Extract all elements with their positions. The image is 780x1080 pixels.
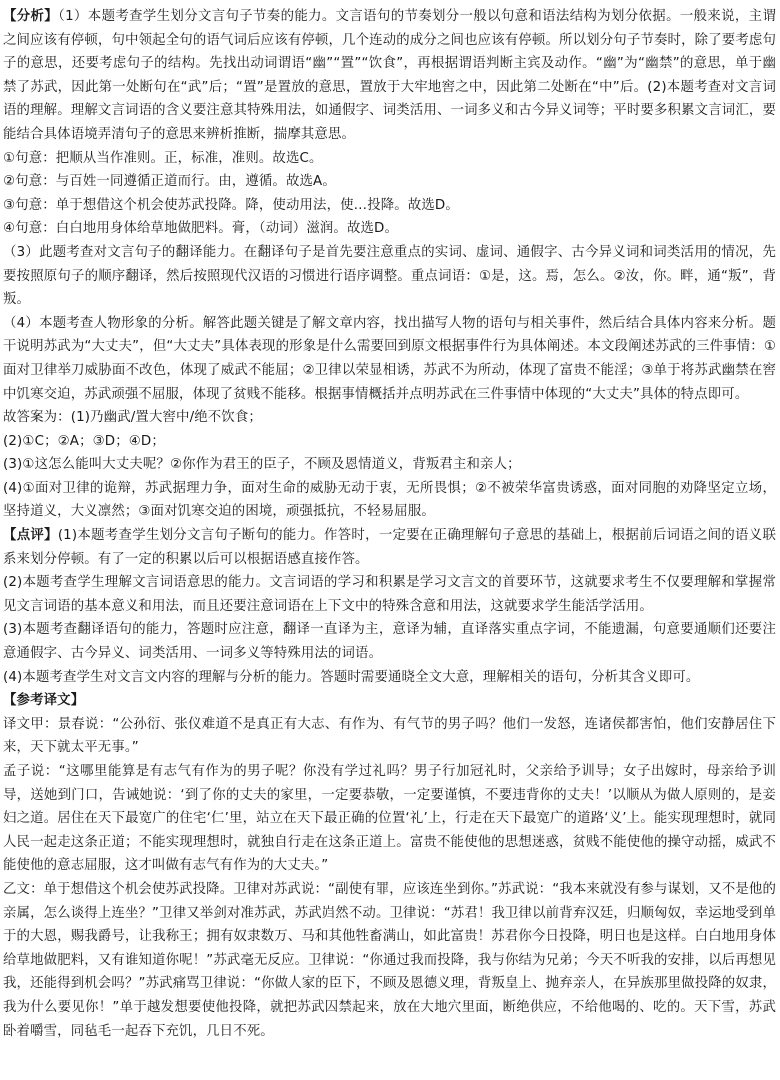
comment-paragraph-4: (4)本题考查学生对文言文内容的理解与分析的能力。答题时需要通晓全文大意，理解相关的语句，分析其含义即可。 <box>3 669 700 685</box>
analysis-q2-item-3: ③句意：单于想借这个机会使苏武投降。降，使动用法，使…投降。故选D。 <box>3 197 459 213</box>
comment-paragraph-3: (3)本题考查翻译语句的能力，答题时应注意，翻译一直译为主，意译为辅，直译落实重点字词，不能遗漏，句意要通顺们还要注意通假字、古今异义、词类活用、一词多义等特殊用法的词语。 <box>3 622 776 662</box>
answer-4: (4)①面对卫律的诡辩，苏武据理力争，面对生命的威胁无动于衷，无所畏惧；②不被荣华富贵诱惑，面对同胞的劝降坚定立场，坚持道义，大义凛然；③面对饥寒交迫的困境，顽强抵抗，不轻易屈服。 <box>3 480 776 520</box>
comment-paragraph-1 <box>3 524 776 571</box>
answer-3: (3)①这怎么能叫大丈夫呢？②你作为君王的臣子，不顾及恩情道义，背叛君主和亲人； <box>3 457 521 473</box>
comment-label: 【点评】 <box>3 528 58 544</box>
analysis-paragraph-4: （4）本题考查人物形象的分析。解答此题关键是了解文章内容，找出描写人物的语句与相关事件，然后结合具体内容来分析。题干说明苏武为“大丈夫”，但“大丈夫”具体表现的形象是什么需要回到原文根据事件行为具体阐述。本文段阐述苏武的三件事情：①面对卫律举刀威胁面不改色，体现了威武不能屈；②卫律以荣显相诱，苏武不为所动，体现了富贵不能淫；③单于将苏武幽禁在窖中饥寒交迫，苏武顽强不屈服，体现了贫贱不能移。根据事情概括并点明苏武在三件事情中体现的“大丈夫”具体的特点即可。 <box>3 315 776 402</box>
analysis-paragraph-3: （3）此题考查对文言句子的翻译能力。在翻译句子是首先要注意重点的实词、虚词、通假字、古今异义词和词类活用的情况，先要按照原句子的顺序翻译，然后按照现代汉语的习惯进行语序调整。重点词语：①是，这。焉，怎么。②汝，你。畔，通“叛”，背叛。 <box>3 244 776 308</box>
answer-2: (2)①C；②A；③D；④D； <box>3 433 165 449</box>
answer-intro: 故答案为：(1)乃幽武/置大窖中/绝不饮食； <box>3 410 262 426</box>
analysis-q2-item-2: ②句意：与百姓一同遵循正道而行。由，遵循。故选A。 <box>3 174 336 190</box>
analysis-paragraph-1 <box>3 5 776 147</box>
comment-text-1: (1)本题考查学生划分文言句子断句的能力。作答时，一定要在正确理解句子意思的基础上，根据前后词语之间的语义联系来划分停顿。有了一定的积累以后可以根据语感直接作答。 <box>3 528 776 567</box>
translation-paragraph-3: 乙文：单于想借这个机会使苏武投降。卫律对苏武说：“副使有罪，应该连坐到你。”苏武说：“我本来就没有参与谋划，又不是他的亲属，怎么谈得上连坐？”卫律又举剑对准苏武，苏武岿然不动。卫律说：“苏君！我卫律以前背弃汉廷，归顺匈奴，幸运地受到单于的大恩，赐我爵号，让我称王；拥有奴隶数万、马和其他牲畜满山，如此富贵！苏君你今日投降，明日也是这样。白白地用身体给草地做肥料，又有谁知道你呢！”苏武毫无反应。卫律说：“你通过我而投降，我与你结为兄弟；今天不听我的安排，以后再想见我，还能得到机会吗？”苏武痛骂卫律说：“你做人家的臣下，不顾及恩德义理，背叛皇上、抛弃亲人，在异族那里做投降的奴隶，我为什么要见你！”单于越发想要使他投降，就把苏武囚禁起来，放在大地穴里面，断绝供应，不给他喝的、吃的。天下雪，苏武卧着嚼雪，同毡毛一起吞下充饥，几日不死。 <box>3 881 776 1039</box>
analysis-q2-item-4: ④句意：白白地用身体给草地做肥料。膏，（动词）滋润。故选D。 <box>3 221 399 237</box>
comment-paragraph-2: (2)本题考查学生理解文言词语意思的能力。文言词语的学习和积累是学习文言文的首要环节，这就要求考生不仅要理解和掌握常见文言词语的基本意义和用法，而且还要注意词语在上下文中的特殊含意和用法，这就要求学生能活学活用。 <box>3 575 776 614</box>
translation-paragraph-2: 孟子说：“这哪里能算是有志气有作为的男子呢？你没有学过礼吗？男子行加冠礼时，父亲给予训导；女子出嫁时，母亲给予训导，送她到门口，告诫她说：‘到了你的丈夫的家里，一定要恭敬，一定要谨慎，不要违背你的丈夫！’以顺从为做人原则的，是妾妇之道。居住在天下最宽广的住宅‘仁’里，站立在天下最正确的位置‘礼’上，行走在天下最宽广的道路‘义’上。能实现理想时，就同人民一起走这条正道；不能实现理想时，就独自行走在这条正道上。富贵不能使他的思想迷惑，贫贱不能使他的操守动摇，威武不能使他的意志屈服，这才叫做有志气有作为的大丈夫。” <box>3 764 776 874</box>
analysis-q2-item-1: ①句意：把顺从当作准则。正，标准，准则。故选C。 <box>3 150 323 166</box>
analysis-text-1: （1）本题考查学生划分文言句子节奏的能力。文言语句的节奏划分一般以句意和语法结构为划分依据。一般来说，主谓之间应该有停顿，句中领起全句的语气词后应该有停顿，几个连动的成分之间也应该有停顿。所以划分句子节奏时，除了要考虑句子的意思，还要考虑句子的结构。先找出动词谓语“幽”“置”“饮食”，再根据谓语判断主宾及动作。“幽”为“幽禁”的意思，单于幽禁了苏武，因此第一处断句在“武”后；“置”是置放的意思，置放于大牢地窖之中，因此第二处断在“中”后。(2)本题考查对文言词语的理解。理解文言词语的含义要注意其特殊用法，如通假字、词类活用、一词多义和古今异义词等；平时要多积累文言词汇，要能结合具体语境弄清句子的意思来辨析推断，揣摩其意思。 <box>3 9 776 142</box>
translation-label: 【参考译文】 <box>3 693 85 709</box>
analysis-label: 【分析】 <box>3 9 59 24</box>
translation-paragraph-1: 译文甲：景春说：“公孙衍、张仪难道不是真正有大志、有作为、有气节的男子吗？他们一发怒，连诸侯都害怕，他们安静居住下来，天下就太平无事。” <box>3 716 776 756</box>
